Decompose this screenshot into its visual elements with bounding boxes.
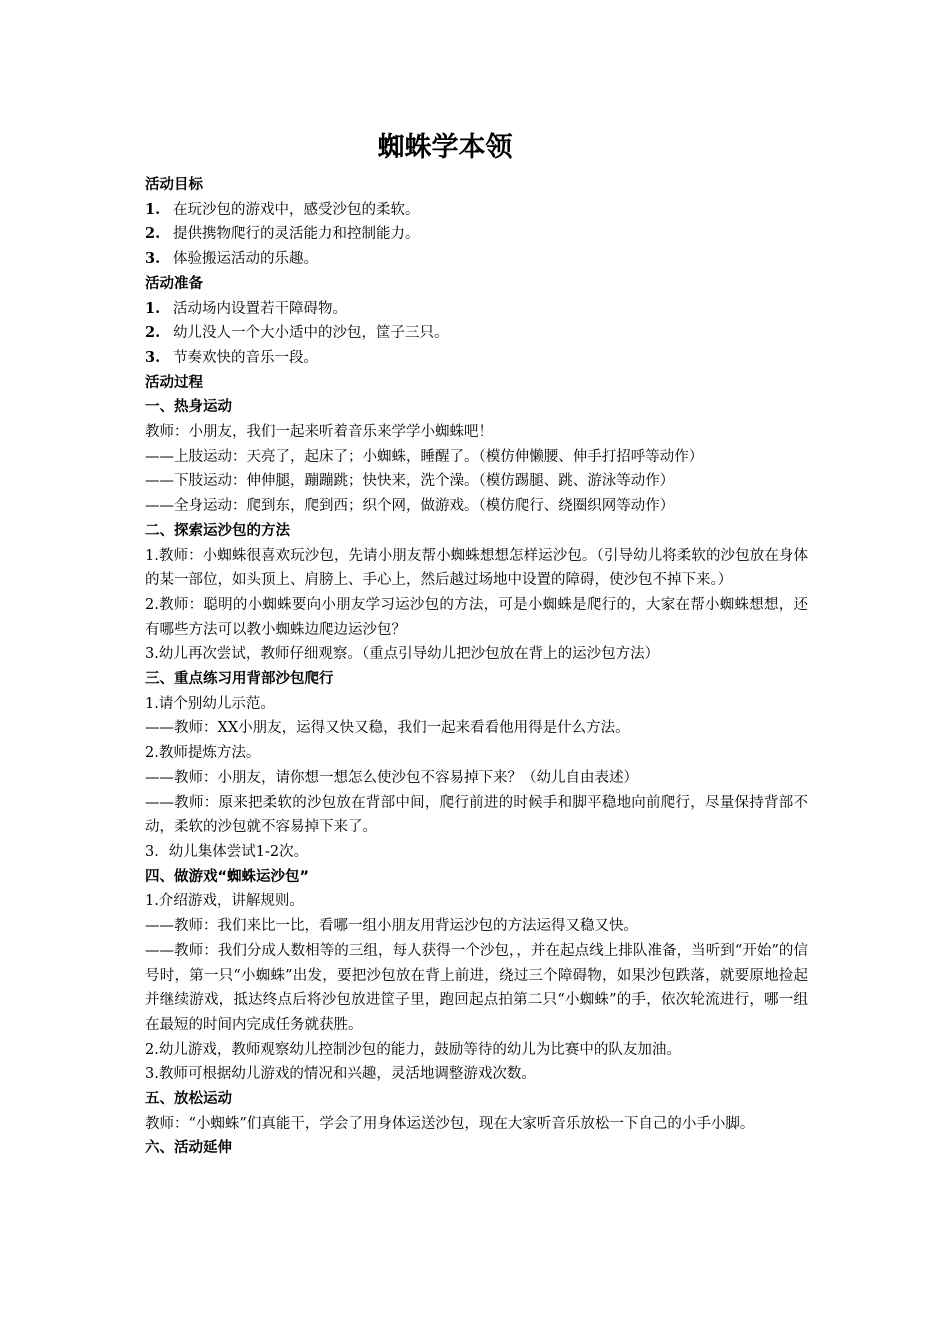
subsection-heading-game: 四、做游戏“蜘蛛运沙包” <box>145 868 310 885</box>
section-heading-process: 活动过程 <box>145 374 203 391</box>
subsection-heading-extension: 六、活动延伸 <box>145 1140 232 1157</box>
prep-item <box>145 297 808 322</box>
document-body <box>145 173 808 1161</box>
warmup-line: 教师：小朋友，我们一起来听着音乐来学学小蜘蛛吧！ <box>145 424 493 441</box>
explore-paragraph: 1.教师：小蜘蛛很喜欢玩沙包，先请小朋友帮小蜘蛛想想怎样运沙包。（引导幼儿将柔软的沙包放在身体的某一部位，如头顶上、肩膀上、手心上，然后越过场地中设置的障碍，使沙包不掉下来。） <box>145 547 808 589</box>
practice-paragraph: 2.教师提炼方法。 <box>145 745 261 762</box>
goal-item-text: 在玩沙包的游戏中，感受沙包的柔软。 <box>173 201 420 218</box>
prep-item <box>145 321 808 346</box>
practice-paragraph: ——教师：XX小朋友，运得又快又稳，我们一起来看看他用得是什么方法。 <box>145 720 630 737</box>
game-paragraph: 1.介绍游戏，讲解规则。 <box>145 893 304 910</box>
subsection-heading-relax: 五、放松运动 <box>145 1091 232 1108</box>
goal-item-text: 体验搬运活动的乐趣。 <box>173 251 318 268</box>
practice-paragraph: ——教师：原来把柔软的沙包放在背部中间，爬行前进的时候手和脚平稳地向前爬行，尽量保持背部不动，柔软的沙包就不容易掉下来了。 <box>145 794 808 836</box>
warmup-line: ——上肢运动：天亮了，起床了；小蜘蛛，睡醒了。（模仿伸懒腰、伸手打招呼等动作） <box>145 448 704 465</box>
practice-paragraph: ——教师：小朋友，请你想一想怎么使沙包不容易掉下来？（幼儿自由表述） <box>145 769 638 786</box>
document-title: 蜘蛛学本领 <box>377 132 513 163</box>
practice-paragraph: 3．幼儿集体尝试1-2次。 <box>145 843 309 860</box>
warmup-line: ——全身运动：爬到东，爬到西；织个网，做游戏。（模仿爬行、绕圈织网等动作） <box>145 498 675 515</box>
relax-paragraph: 教师：“小蜘蛛”们真能干，学会了用身体运送沙包，现在大家听音乐放松一下自己的小手小脚。 <box>145 1115 755 1132</box>
goal-item <box>145 222 808 247</box>
prep-item-text: 节奏欢快的音乐一段。 <box>173 349 318 366</box>
prep-item-text: 幼儿没人一个大小适中的沙包，筐子三只。 <box>173 325 449 342</box>
subsection-heading-practice: 三、重点练习用背部沙包爬行 <box>145 671 334 688</box>
section-heading-goals: 活动目标 <box>145 177 203 193</box>
game-paragraph: ——教师：我们来比一比，看哪一组小朋友用背运沙包的方法运得又稳又快。 <box>145 918 638 935</box>
prep-item-number: 1. <box>145 299 161 317</box>
game-paragraph: 2.幼儿游戏，教师观察幼儿控制沙包的能力，鼓励等待的幼儿为比赛中的队友加油。 <box>145 1041 681 1058</box>
goal-item-number: 3. <box>145 250 161 268</box>
goal-item-text: 提供携物爬行的灵活能力和控制能力。 <box>173 226 420 243</box>
section-heading-prep: 活动准备 <box>145 275 203 292</box>
goal-item-number: 2. <box>145 225 161 243</box>
game-paragraph: 3.教师可根据幼儿游戏的情况和兴趣，灵活地调整游戏次数。 <box>145 1066 536 1083</box>
goal-item <box>145 198 808 223</box>
goal-item <box>145 247 808 272</box>
warmup-line: ——下肢运动：伸伸腿，蹦蹦跳；快快来，洗个澡。（模仿踢腿、跳、游泳等动作） <box>145 473 675 490</box>
explore-paragraph: 2.教师：聪明的小蜘蛛要向小朋友学习运沙包的方法，可是小蜘蛛是爬行的，大家在帮小蜘蛛想想，还有哪些方法可以教小蜘蛛边爬边运沙包？ <box>145 596 808 638</box>
prep-item-number: 2. <box>145 324 161 342</box>
subsection-heading-warmup: 一、热身运动 <box>145 399 232 416</box>
explore-paragraph: 3.幼儿再次尝试，教师仔细观察。（重点引导幼儿把沙包放在背上的运沙包方法） <box>145 646 660 663</box>
game-paragraph: ——教师：我们分成人数相等的三组，每人获得一个沙包，，并在起点线上排队准备，当听到“开始”的信号时，第一只“小蜘蛛”出发，要把沙包放在背上前进，绕过三个障碍物，如果沙包跌落，就要原地捡起并继续游戏，抵达终点后将沙包放进筐子里，跑回起点拍第二只“小蜘蛛”的手，依次轮流进行，哪一组在最短的时间内完成任务就获胜。 <box>145 942 808 1033</box>
goal-item-number: 1. <box>145 200 161 218</box>
subsection-heading-explore: 二、探索运沙包的方法 <box>145 522 290 539</box>
prep-item <box>145 346 808 371</box>
prep-item-text: 活动场内设置若干障碍物。 <box>173 300 347 317</box>
practice-paragraph: 1.请个别幼儿示范。 <box>145 695 275 712</box>
prep-item-number: 3. <box>145 348 161 366</box>
